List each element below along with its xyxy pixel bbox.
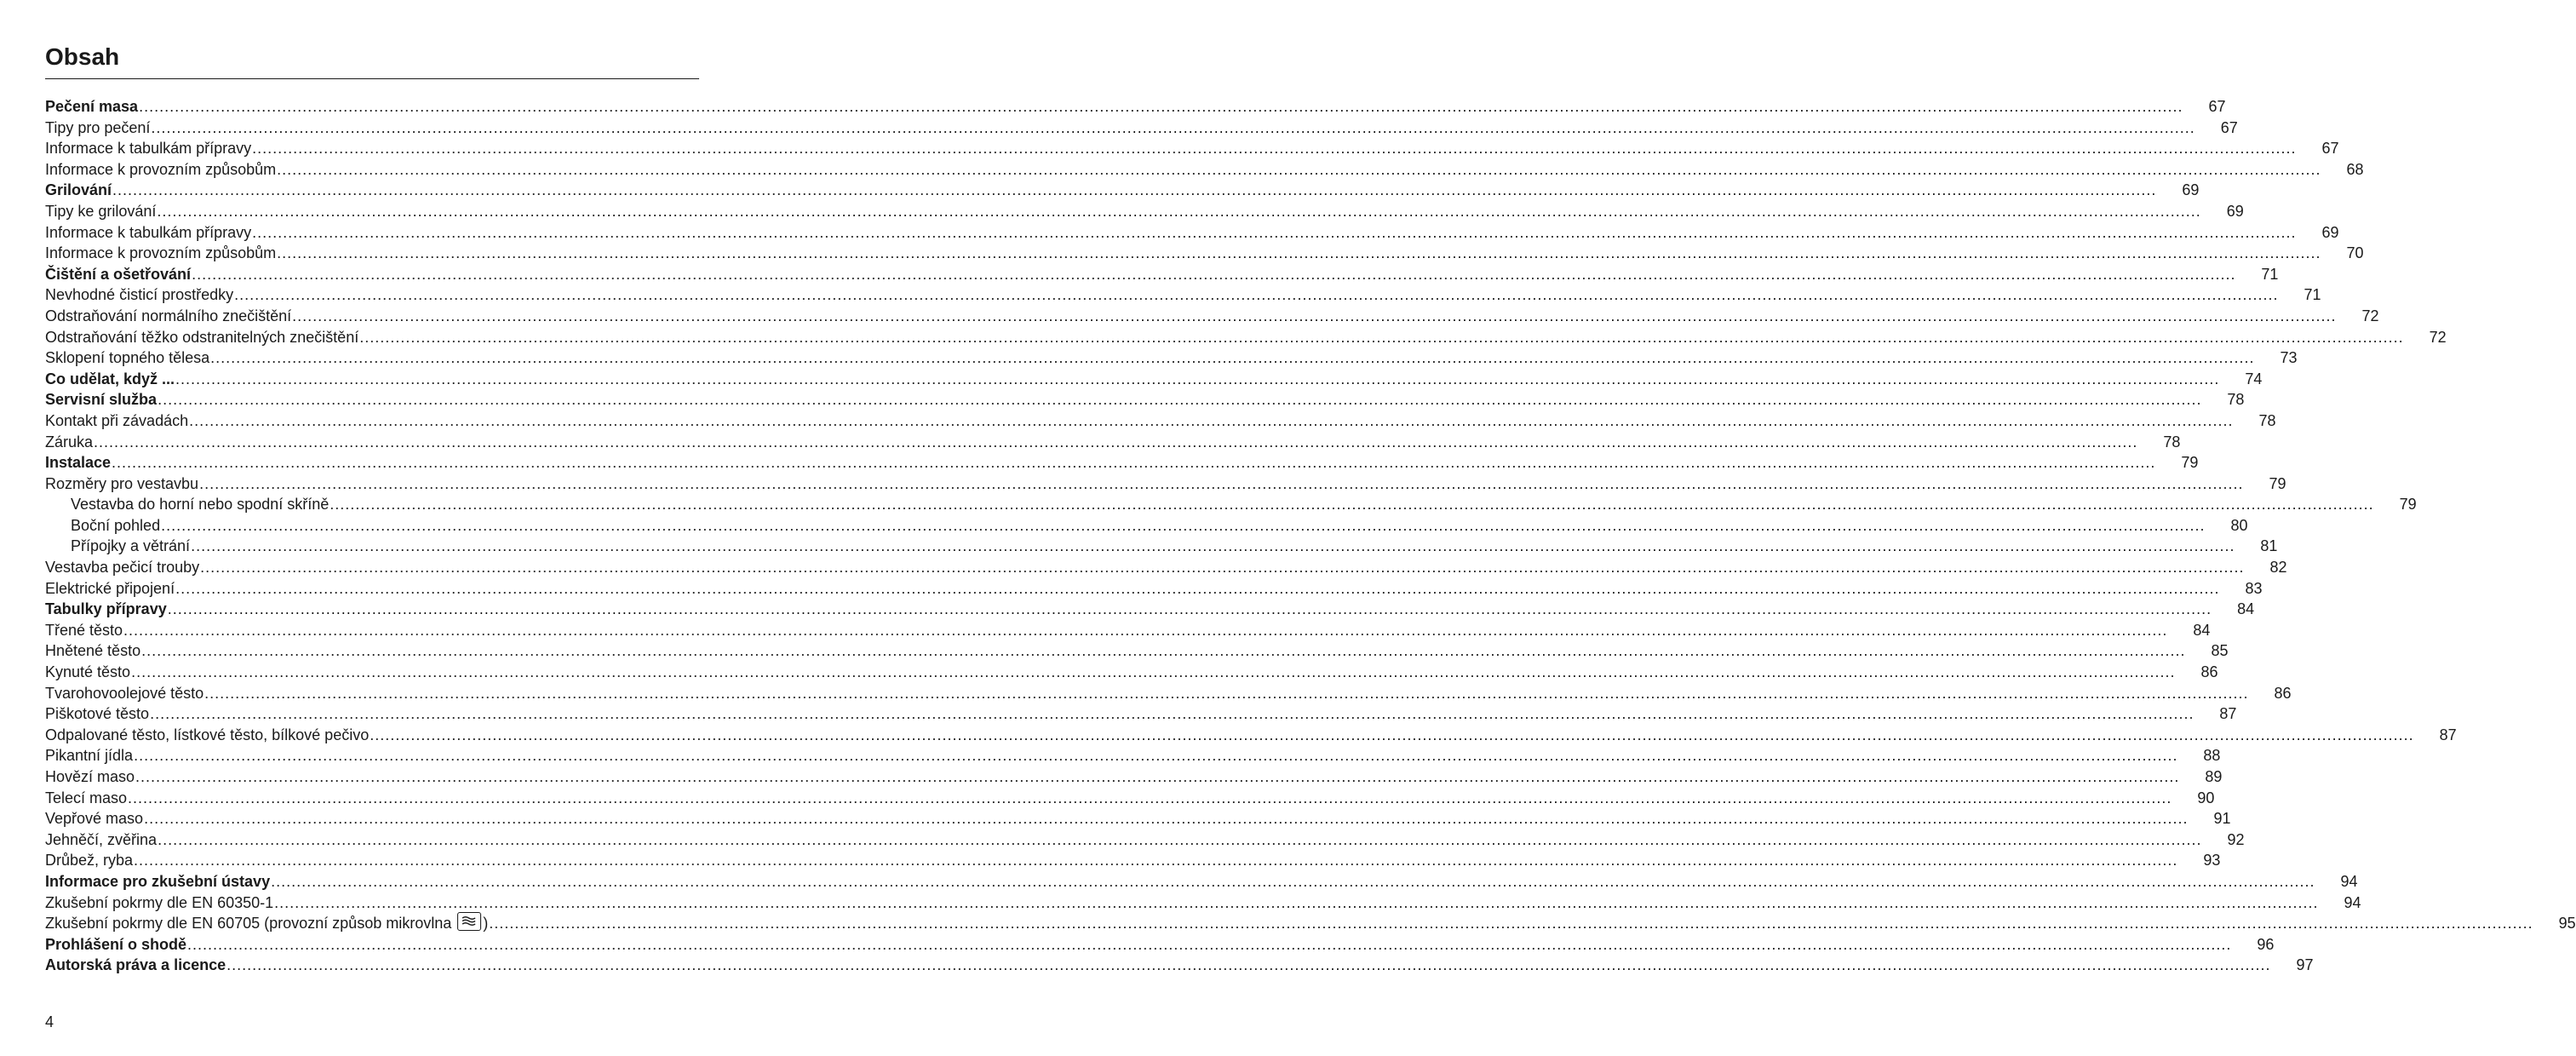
dot-leader: ................................................................................................................................................................................................................................................................................................................................................................................................................ — [370, 726, 2414, 743]
dot-leader: ................................................................................................................................................................................................................................................................................................................................................................................................................ — [330, 496, 2374, 514]
toc-entry-page: 70 — [2346, 244, 2364, 262]
toc-entry-label — [45, 683, 204, 704]
dot-leader: ................................................................................................................................................................................................................................................................................................................................................................................................................ — [277, 160, 2321, 178]
dot-leader: ................................................................................................................................................................................................................................................................................................................................................................................................................ — [277, 244, 2321, 262]
toc-entry-label — [45, 871, 270, 892]
toc-entry-label — [45, 745, 133, 766]
dot-leader: ................................................................................................................................................................................................................................................................................................................................................................................................................ — [199, 474, 2244, 492]
toc-entry-label — [45, 389, 157, 410]
dot-leader: ................................................................................................................................................................................................................................................................................................................................................................................................................ — [210, 349, 2255, 367]
toc-entry-text: Drůbež, ryba — [45, 852, 134, 869]
dot-leader: ................................................................................................................................................................................................................................................................................................................................................................................................................ — [175, 579, 2220, 597]
toc-entry-page: 93 — [2203, 852, 2221, 869]
toc-entry-page: 79 — [2269, 474, 2286, 492]
dot-leader: ................................................................................................................................................................................................................................................................................................................................................................................................................ — [150, 705, 2194, 723]
toc-entry-page: 89 — [2205, 768, 2223, 785]
toc-entry-text: Informace k tabulkám přípravy — [45, 140, 252, 158]
toc-entry-page: 94 — [2340, 872, 2358, 890]
title-divider — [45, 78, 699, 79]
toc-entry-label — [45, 410, 188, 432]
toc-entry-page: 84 — [2237, 600, 2255, 618]
toc-entry-label — [45, 620, 123, 641]
toc-entry[interactable] — [45, 389, 2245, 410]
toc-entry-label — [45, 788, 127, 809]
toc-entry-text: Pečení masa — [45, 98, 139, 115]
toc-entry[interactable] — [45, 955, 2314, 976]
toc-entry-text: Kynuté těsto — [45, 663, 131, 681]
toc-entry-page: 87 — [2219, 705, 2237, 723]
toc-entry-page: 69 — [2321, 223, 2339, 241]
toc-entry-text: Hnětené těsto — [45, 642, 141, 660]
toc-entry[interactable] — [45, 913, 2576, 934]
toc-entry[interactable] — [45, 432, 2181, 453]
toc-entry-text: Odstraňování normálního znečištění — [45, 307, 292, 324]
dot-leader: ................................................................................................................................................................................................................................................................................................................................................................................................................ — [131, 663, 2176, 681]
dot-leader: ................................................................................................................................................................................................................................................................................................................................................................................................................ — [158, 830, 2202, 848]
toc-entry-page: 95 — [2558, 915, 2576, 933]
toc-entry[interactable] — [45, 347, 2298, 369]
toc-entry[interactable] — [45, 306, 2379, 327]
footer-page-number: 4 — [45, 1013, 55, 1030]
toc-entry-text: Informace k tabulkám přípravy — [45, 223, 252, 241]
toc-entry[interactable] — [45, 264, 2279, 285]
dot-leader: ................................................................................................................................................................................................................................................................................................................................................................................................................ — [292, 307, 2337, 324]
toc-entry-text: Co udělat, když ... — [45, 370, 175, 387]
toc-entry-text: Čištění a ošetřování — [45, 265, 192, 283]
dot-leader: ................................................................................................................................................................................................................................................................................................................................................................................................................ — [227, 956, 2271, 974]
toc-entry-page: 88 — [2203, 747, 2221, 765]
dot-leader: ................................................................................................................................................................................................................................................................................................................................................................................................................ — [252, 140, 2297, 158]
toc-entry[interactable] — [45, 599, 2255, 620]
toc-entry-label — [45, 118, 150, 139]
toc-entry[interactable] — [45, 284, 2321, 306]
toc-entry[interactable] — [45, 620, 2211, 641]
toc-entry[interactable] — [45, 557, 2287, 578]
toc-entry-text: Informace k provozním způsobům — [45, 244, 277, 262]
toc-entry-label — [45, 934, 186, 956]
toc-entry-text: Instalace — [45, 454, 112, 472]
toc-entry-text: Záruka — [45, 433, 94, 451]
toc-entry-page: 68 — [2346, 160, 2364, 178]
toc-entry-page: 84 — [2193, 621, 2211, 639]
toc-entry[interactable] — [45, 222, 2339, 244]
toc-entry-page: 69 — [2182, 181, 2200, 199]
toc-entry-label — [45, 557, 199, 578]
toc-entry-label — [45, 640, 141, 662]
toc-entry-label — [45, 138, 251, 159]
toc-entry-text: Piškotové těsto — [45, 705, 150, 723]
dot-leader: ................................................................................................................................................................................................................................................................................................................................................................................................................ — [158, 391, 2202, 409]
dot-leader: ................................................................................................................................................................................................................................................................................................................................................................................................................ — [167, 600, 2212, 618]
toc-entry-text: Nevhodné čisticí prostředky — [45, 286, 234, 304]
toc-entry-page: 74 — [2245, 370, 2263, 387]
toc-entry-page: 73 — [2280, 349, 2298, 367]
toc-entry[interactable] — [45, 473, 2286, 495]
toc-entry-label — [45, 473, 198, 495]
toc-entry[interactable] — [45, 159, 2364, 181]
dot-leader: ................................................................................................................................................................................................................................................................................................................................................................................................................ — [112, 454, 2156, 472]
toc-entry[interactable] — [45, 788, 2215, 809]
dot-leader: ................................................................................................................................................................................................................................................................................................................................................................................................................ — [112, 181, 2157, 199]
toc-entry-text: Kontakt při závadách — [45, 411, 189, 429]
dot-leader: ................................................................................................................................................................................................................................................................................................................................................................................................................ — [234, 286, 2279, 304]
toc-entry-page: 82 — [2269, 559, 2287, 577]
toc-entry[interactable] — [45, 745, 2221, 766]
toc-entry[interactable] — [45, 201, 2244, 222]
toc-entry-label — [45, 222, 251, 244]
toc-entry-label — [45, 180, 112, 201]
toc-entry-text: Odpalované těsto, lístkové těsto, bílkové pečivo — [45, 726, 370, 743]
toc-entry-text: Vepřové maso — [45, 810, 144, 828]
toc-entry[interactable] — [45, 683, 2292, 704]
toc-entry-label — [45, 829, 157, 851]
dot-leader: ................................................................................................................................................................................................................................................................................................................................................................................................................ — [128, 789, 2172, 806]
dot-leader: ................................................................................................................................................................................................................................................................................................................................................................................................................ — [204, 684, 2249, 702]
toc-entry[interactable] — [45, 829, 2245, 851]
toc-entry[interactable] — [45, 871, 2358, 892]
toc-entry-label — [45, 808, 143, 829]
dot-leader: ................................................................................................................................................................................................................................................................................................................................................................................................................ — [144, 810, 2189, 828]
toc-entry-text-suffix: ) — [483, 915, 489, 933]
toc-entry[interactable] — [45, 138, 2339, 159]
toc-entry-page: 85 — [2211, 642, 2229, 660]
dot-leader: ................................................................................................................................................................................................................................................................................................................................................................................................................ — [359, 328, 2404, 346]
dot-leader: ................................................................................................................................................................................................................................................................................................................................................................................................................ — [123, 621, 2168, 639]
toc-entry-label — [45, 369, 175, 390]
toc-entry-page: 94 — [2344, 893, 2361, 911]
toc-entry-page: 81 — [2260, 537, 2278, 555]
toc-entry-text: Vestavba do horní nebo spodní skříně — [71, 496, 330, 514]
toc-entry-label — [45, 599, 167, 620]
toc-entry-label — [45, 766, 135, 788]
toc-entry[interactable] — [45, 243, 2364, 264]
toc-entry-page: 96 — [2257, 935, 2275, 953]
toc-entry-label — [45, 96, 138, 118]
toc-entry[interactable] — [45, 494, 2417, 515]
toc-entry-text: Informace pro zkušební ústavy — [45, 872, 271, 890]
toc-entry[interactable] — [45, 662, 2218, 683]
dot-leader: ................................................................................................................................................................................................................................................................................................................................................................................................................ — [274, 893, 2319, 911]
toc-entry[interactable] — [45, 410, 2276, 432]
toc-entry-label — [45, 243, 276, 264]
toc-entry-text: Telecí maso — [45, 789, 128, 806]
toc-entry-text: Servisní služba — [45, 391, 158, 409]
dot-leader: ................................................................................................................................................................................................................................................................................................................................................................................................................ — [135, 768, 2180, 785]
toc-entry-page: 71 — [2261, 265, 2279, 283]
dot-leader: ................................................................................................................................................................................................................................................................................................................................................................................................................ — [489, 915, 2533, 933]
dot-leader: ................................................................................................................................................................................................................................................................................................................................................................................................................ — [134, 852, 2178, 869]
toc-entry-label — [45, 284, 233, 306]
toc-entry-page: 67 — [2208, 98, 2226, 115]
toc-entry-text: Třené těsto — [45, 621, 123, 639]
dot-leader: ................................................................................................................................................................................................................................................................................................................................................................................................................ — [141, 642, 2186, 660]
toc-entry-label — [45, 159, 276, 181]
toc-entry[interactable] — [45, 703, 2237, 725]
toc-entry-text: Odstraňování těžko odstranitelných znečištění — [45, 328, 359, 346]
toc-entry[interactable] — [45, 180, 2200, 201]
toc-entry-text: Elektrické připojení — [45, 579, 175, 597]
toc-entry-text: Prohlášení o shodě — [45, 935, 187, 953]
toc-entry-label — [45, 892, 273, 914]
dot-leader: ................................................................................................................................................................................................................................................................................................................................................................................................................ — [271, 872, 2315, 890]
toc-entry-page: 78 — [2163, 433, 2181, 451]
dot-leader: ................................................................................................................................................................................................................................................................................................................................................................................................................ — [189, 411, 2234, 429]
toc-entry-page: 67 — [2220, 118, 2238, 136]
toc-entry-text: Zkušební pokrmy dle EN 60705 (provozní způsob mikrovlna — [45, 915, 456, 933]
toc-entry-page: 69 — [2226, 202, 2244, 220]
dot-leader: ................................................................................................................................................................................................................................................................................................................................................................................................................ — [94, 433, 2138, 451]
toc-entry-text: Informace k provozním způsobům — [45, 160, 277, 178]
toc-entry-label — [45, 201, 156, 222]
toc-entry-page: 90 — [2197, 789, 2215, 806]
toc-entry-page: 87 — [2439, 726, 2457, 743]
dot-leader: ................................................................................................................................................................................................................................................................................................................................................................................................................ — [200, 559, 2245, 577]
toc-entry-text: Přípojky a větrání — [71, 537, 191, 555]
toc-entry-label — [45, 264, 191, 285]
toc-entry-page: 71 — [2303, 286, 2321, 304]
dot-leader: ................................................................................................................................................................................................................................................................................................................................................................................................................ — [175, 370, 2220, 387]
toc-entry[interactable] — [45, 96, 2226, 118]
toc-entry[interactable] — [45, 850, 2221, 871]
toc-entry-label — [45, 452, 111, 473]
toc-entry-page: 79 — [2181, 454, 2199, 472]
toc-entry-label — [45, 662, 130, 683]
toc-entry-text: Rozměry pro vestavbu — [45, 474, 199, 492]
toc-entry[interactable] — [45, 515, 2248, 537]
dot-leader: ................................................................................................................................................................................................................................................................................................................................................................................................................ — [134, 747, 2178, 765]
toc-entry-text: Boční pohled — [71, 516, 161, 534]
toc-entry-page: 72 — [2429, 328, 2447, 346]
page-title: Obsah — [45, 43, 120, 70]
toc-entry-label — [45, 347, 209, 369]
toc-entry[interactable] — [45, 452, 2199, 473]
dot-leader: ................................................................................................................................................................................................................................................................................................................................................................................................................ — [151, 118, 2195, 136]
toc-entry-text: Tabulky přípravy — [45, 600, 167, 618]
toc-entry-page: 86 — [2274, 684, 2292, 702]
microwave-waves-icon — [457, 912, 481, 931]
toc-entry[interactable] — [45, 892, 2361, 914]
toc-entry-page: 83 — [2245, 579, 2263, 597]
toc-entry-label — [45, 536, 190, 557]
toc-entry[interactable] — [45, 934, 2275, 956]
toc-entry-page: 79 — [2399, 496, 2417, 514]
toc-entry[interactable] — [45, 766, 2223, 788]
toc-entry-label — [45, 703, 149, 725]
toc-entry-label — [45, 578, 175, 600]
toc-entry-text: Autorská práva a licence — [45, 956, 227, 974]
toc-entry-text: Jehněčí, zvěřina — [45, 830, 158, 848]
toc-entry-label — [45, 725, 369, 746]
toc-entry-text: Zkušební pokrmy dle EN 60350-1 — [45, 893, 274, 911]
toc-entry-page: 92 — [2227, 830, 2245, 848]
toc-entry-text: Sklopení topného tělesa — [45, 349, 210, 367]
toc-entry-label — [45, 327, 359, 348]
toc-entry-page: 86 — [2200, 663, 2218, 681]
toc-entry[interactable] — [45, 808, 2231, 829]
dot-leader: ................................................................................................................................................................................................................................................................................................................................................................................................................ — [192, 265, 2236, 283]
toc-entry[interactable] — [45, 640, 2229, 662]
toc-entry-label — [45, 515, 160, 537]
dot-leader: ................................................................................................................................................................................................................................................................................................................................................................................................................ — [139, 98, 2183, 115]
toc-entry-text: Vestavba pečicí trouby — [45, 559, 200, 577]
toc-entry-label — [45, 850, 133, 871]
toc-entry[interactable] — [45, 369, 2263, 390]
toc-entry[interactable] — [45, 578, 2263, 600]
dot-leader: ................................................................................................................................................................................................................................................................................................................................................................................................................ — [252, 223, 2297, 241]
toc-entry[interactable] — [45, 536, 2278, 557]
toc-entry-label — [45, 432, 93, 453]
toc-entry-text: Tipy ke grilování — [45, 202, 157, 220]
table-of-contents — [45, 96, 2576, 976]
toc-entry-text: Tvarohovoolejové těsto — [45, 684, 204, 702]
toc-entry[interactable] — [45, 118, 2238, 139]
toc-entry-text: Grilování — [45, 181, 112, 199]
toc-entry-page: 80 — [2230, 516, 2248, 534]
toc-entry-page: 91 — [2213, 810, 2231, 828]
toc-entry-page: 78 — [2227, 391, 2245, 409]
dot-leader: ................................................................................................................................................................................................................................................................................................................................................................................................................ — [161, 516, 2206, 534]
toc-entry-label — [45, 494, 329, 515]
toc-entry-label — [45, 912, 488, 934]
toc-entry-page: 78 — [2258, 411, 2276, 429]
dot-leader: ................................................................................................................................................................................................................................................................................................................................................................................................................ — [157, 202, 2201, 220]
dot-leader: ................................................................................................................................................................................................................................................................................................................................................................................................................ — [191, 537, 2235, 555]
toc-entry-label — [45, 955, 226, 976]
toc-entry-page: 97 — [2296, 956, 2314, 974]
toc-entry[interactable] — [45, 327, 2447, 348]
toc-entry-label — [45, 306, 291, 327]
toc-entry-text: Hovězí maso — [45, 768, 135, 785]
toc-entry[interactable] — [45, 725, 2457, 746]
toc-entry-text: Pikantní jídla — [45, 747, 134, 765]
toc-entry-text: Tipy pro pečení — [45, 118, 151, 136]
toc-entry-page: 67 — [2321, 140, 2339, 158]
toc-entry-page: 72 — [2361, 307, 2379, 324]
dot-leader: ................................................................................................................................................................................................................................................................................................................................................................................................................ — [187, 935, 2232, 953]
